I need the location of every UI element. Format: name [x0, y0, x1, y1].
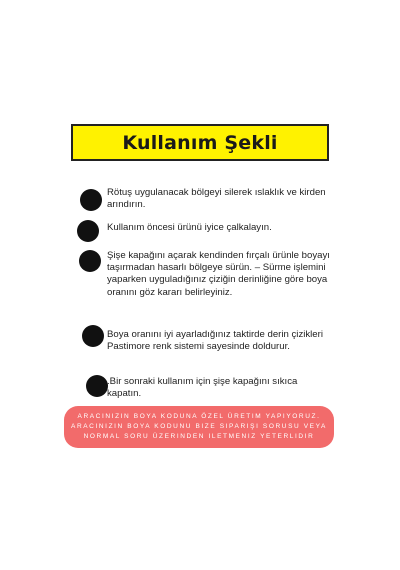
step-text: .Bir sonraki kullanım için şişe kapağını sıkıca kapatın. [107, 376, 298, 400]
bullet-dot-icon [86, 375, 108, 397]
step-text: Boya oranını iyi ayarladığınız taktirde derin çizikleri Pastimore renk sistemi sayesinde doldurur. [107, 329, 323, 353]
step-text: Şişe kapağını açarak kendinden fırçalı ürünle boyayı taşırmadan hasarlı bölgeye sürün. – Sürme işlemini yaparken uyguladığınız çiziğin derinliğine göre boya oranını göz kararı belirleyiniz. [107, 250, 330, 298]
info-banner [64, 406, 334, 448]
bullet-dot-icon [77, 220, 99, 242]
page-title: Kullanım Şekli [122, 131, 278, 154]
step-text: Rötuş uygulanacak bölgeyi silerek ıslaklık ve kirden arındırın. [107, 187, 326, 211]
bullet-dot-icon [80, 189, 102, 211]
title-box [71, 124, 329, 161]
bullet-dot-icon [79, 250, 101, 272]
banner-text: ARACINIZIN BOYA KODUNA ÖZEL ÜRETIM YAPIYORUZ. ARACINIZIN BOYA KODUNU BIZE SIPARIŞI SORUSU VEYA NORMAL SORU ÜZERINDEN ILETMENIZ YETERLIDIR [71, 413, 327, 440]
step-text: Kullanım öncesi ürünü iyice çalkalayın. [107, 222, 272, 233]
bullet-dot-icon [82, 325, 104, 347]
